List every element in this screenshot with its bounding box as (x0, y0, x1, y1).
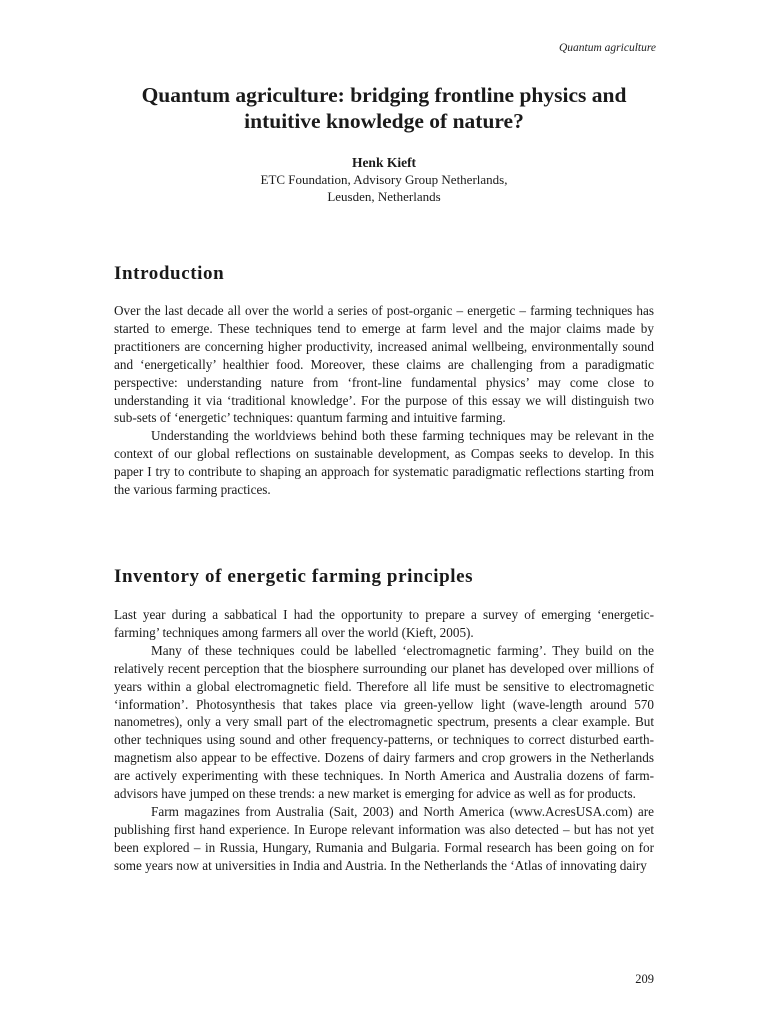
paragraph: Many of these techniques could be labelled ‘electromagnetic farming’. They build on the relatively recent perception that the biosphere surrounding our planet has developed over millions of years within a global electromagnetic field. Therefore all life must be sensitive to electromagnetic ‘information’. Photosynthesis that takes place via green-yellow light (wave-length around 570 nanometres), only a very small part of the electromagnetic spectrum, presents a clear example. But other techniques using sound and other frequency-patterns, or techniques to correct disturbed earth-magnetism also appear to be effective. Dozens of dairy farmers and crop growers in the Netherlands are actively experimenting with these techniques. In North America and Australia dozens of farm-advisors have jumped on these trends: a new market is emerging for advice as well as for products. (114, 642, 654, 802)
section-body-introduction (114, 302, 654, 499)
paragraph: Over the last decade all over the world a series of post-organic – energetic – farming techniques has started to emerge. These techniques tend to emerge at farm level and the major claims made by practitioners are concerning higher productivity, increased animal wellbeing, environmentally sound and ‘energetically’ healthier food. Moreover, these claims are challenging from a paradigmatic perspective: understanding nature from ‘front-line fundamental physics’ may come close to understanding it via ‘traditional knowledge’. For the purpose of this essay we will distinguish two sub-sets of ‘energetic’ techniques: quantum farming and intuitive farming. (114, 303, 654, 426)
author-name: Henk Kieft (351, 155, 417, 170)
author-block (110, 154, 658, 205)
running-head: Quantum agriculture (559, 42, 656, 54)
section-heading-introduction: Introduction (114, 263, 225, 284)
section-heading-inventory: Inventory of energetic farming principles (114, 566, 474, 587)
affiliation-line-1: ETC Foundation, Advisory Group Netherlands, (260, 172, 508, 187)
title-line-2: intuitive knowledge of nature? (244, 109, 524, 133)
title-line-1: Quantum agriculture: bridging frontline physics and (141, 83, 627, 107)
affiliation-line-2: Leusden, Netherlands (327, 189, 441, 204)
paper-title (110, 82, 658, 134)
section-body-inventory (114, 606, 654, 875)
paragraph: Understanding the worldviews behind both these farming techniques may be relevant in the context of our global reflections on sustainable development, as Compas seeks to develop. In this paper I try to contribute to shaping an approach for systematic paradigmatic reflections starting from the various farming practices. (114, 428, 654, 498)
paragraph: Last year during a sabbatical I had the opportunity to prepare a survey of emerging ‘energetic-farming’ techniques among farmers all over the world (Kieft, 2005). (114, 607, 654, 640)
page-number: 209 (635, 972, 654, 986)
paragraph: Farm magazines from Australia (Sait, 2003) and North America (www.AcresUSA.com) are publishing first hand experience. In Europe relevant information was also detected – but has not yet been explored – in Russia, Hungary, Rumania and Bulgaria. Formal research has been going on for some years now at universities in India and Austria. In the Netherlands the ‘Atlas of innovating dairy (114, 803, 654, 873)
